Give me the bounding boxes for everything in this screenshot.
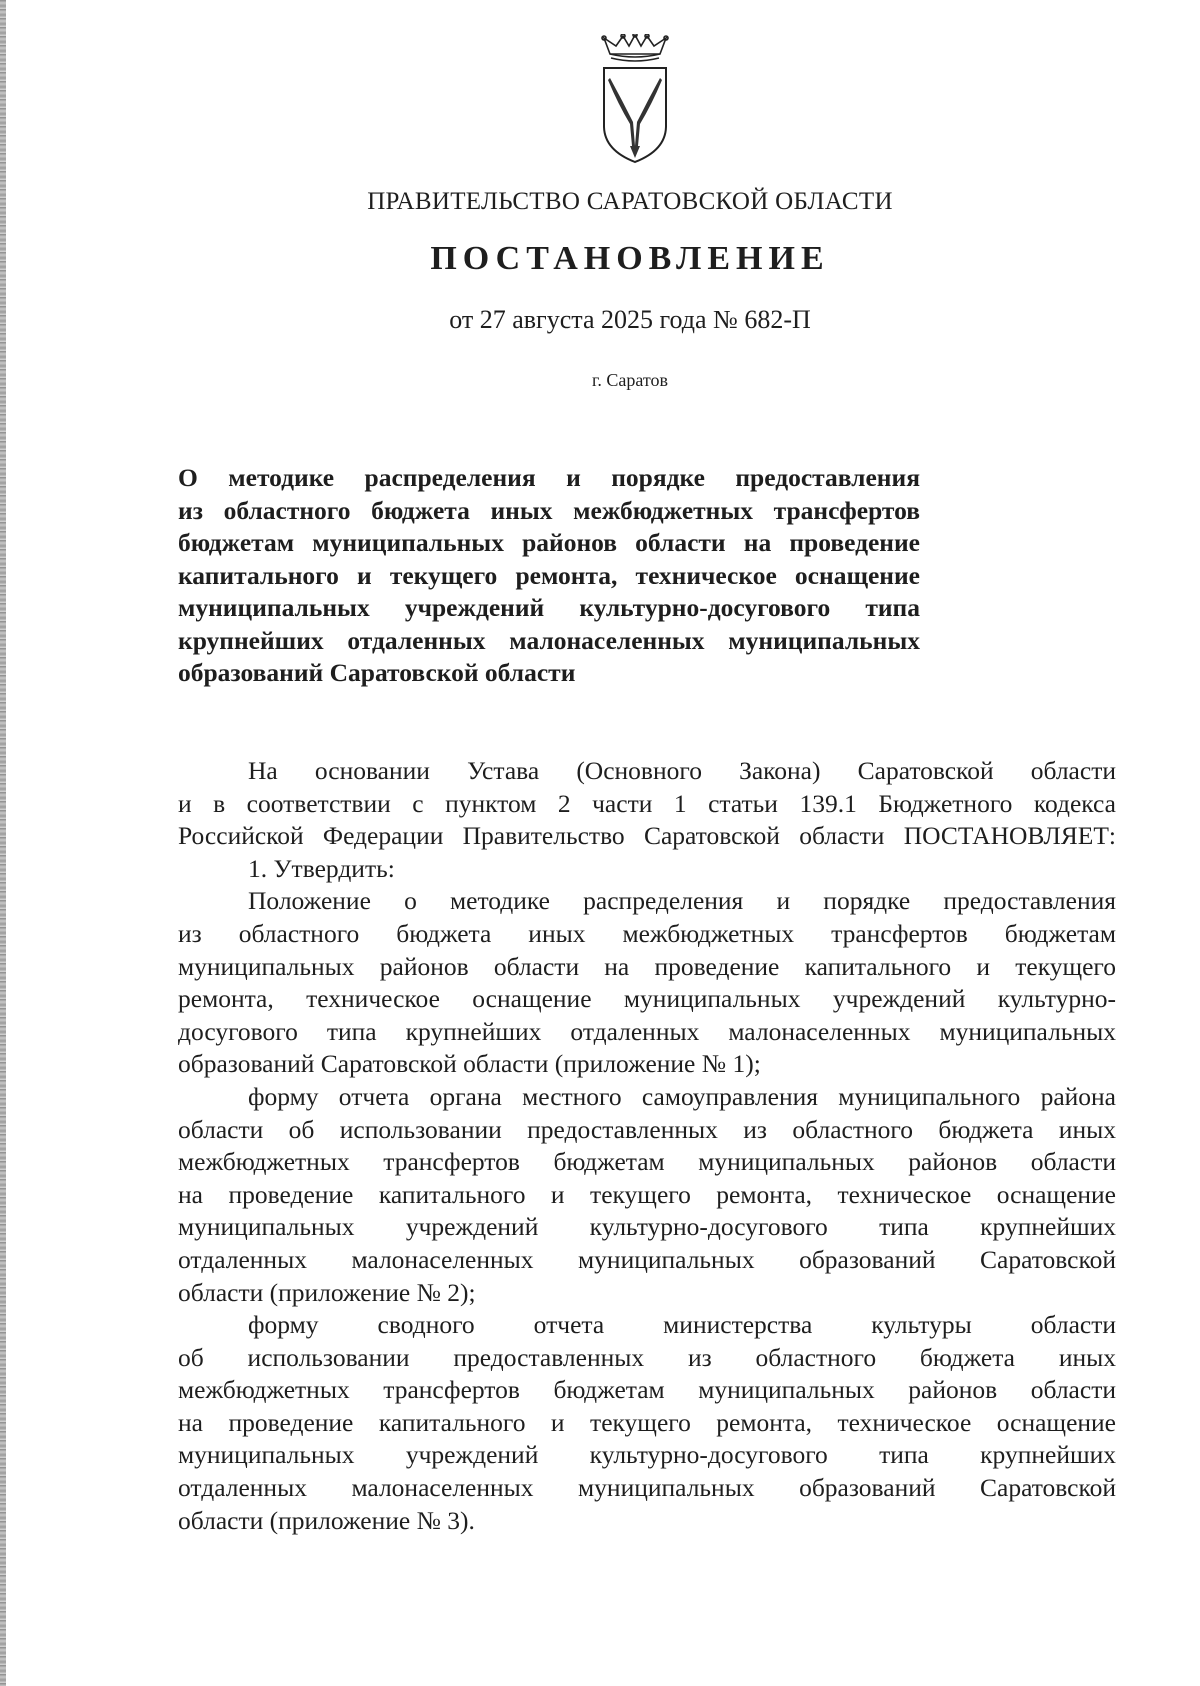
body-line: отдаленных малонаселенных муниципальных образований Саратовской bbox=[178, 1244, 1116, 1274]
document-city: г. Саратов bbox=[592, 370, 668, 390]
coat-of-arms-icon bbox=[596, 34, 674, 166]
title-line: из областного бюджета иных межбюджетных трансфертов bbox=[178, 495, 920, 525]
government-name: ПРАВИТЕЛЬСТВО САРАТОВСКОЙ ОБЛАСТИ bbox=[367, 188, 893, 215]
body-line: образований Саратовской области (приложение № 1); bbox=[178, 1049, 761, 1079]
body-line: на проведение капитального и текущего ремонта, техническое оснащение bbox=[178, 1407, 1116, 1437]
body-line: 1. Утвердить: bbox=[248, 853, 395, 883]
body-line: ремонта, техническое оснащение муниципальных учреждений культурно- bbox=[178, 984, 1116, 1014]
body-line: досугового типа крупнейших отдаленных малонаселенных муниципальных bbox=[178, 1016, 1116, 1046]
body-line: муниципальных учреждений культурно-досугового типа крупнейших bbox=[178, 1440, 1116, 1470]
body-line: Российской Федерации Правительство Саратовской области ПОСТАНОВЛЯЕТ: bbox=[178, 821, 1116, 851]
body-line: форму отчета органа местного самоуправления муниципального района bbox=[248, 1081, 1116, 1111]
document-type: ПОСТАНОВЛЕНИЕ bbox=[430, 240, 830, 277]
document-date-number: от 27 августа 2025 года № 682-П bbox=[449, 305, 811, 334]
title-line: образований Саратовской области bbox=[178, 658, 576, 687]
title-line: О методике распределения и порядке предоставления bbox=[178, 463, 920, 492]
document-title bbox=[178, 462, 920, 690]
body-line: форму сводного отчета министерства культуры области bbox=[248, 1310, 1116, 1340]
body-line: области об использовании предоставленных из областного бюджета иных bbox=[178, 1114, 1116, 1144]
body-line: отдаленных малонаселенных муниципальных образований Саратовской bbox=[178, 1473, 1116, 1503]
body-line: муниципальных учреждений культурно-досугового типа крупнейших bbox=[178, 1212, 1116, 1242]
body-line: Положение о методике распределения и порядке предоставления bbox=[248, 886, 1116, 916]
body-line: об использовании предоставленных из областного бюджета иных bbox=[178, 1342, 1116, 1372]
body-line: межбюджетных трансфертов бюджетам муниципальных районов области bbox=[178, 1147, 1116, 1177]
body-line: и в соответствии с пунктом 2 части 1 статьи 139.1 Бюджетного кодекса bbox=[178, 788, 1116, 818]
title-line: капитального и текущего ремонта, техническое оснащение bbox=[178, 560, 920, 590]
title-line: крупнейших отдаленных малонаселенных муниципальных bbox=[178, 625, 920, 655]
body-line: области (приложение № 3). bbox=[178, 1505, 475, 1535]
body-line: на проведение капитального и текущего ремонта, техническое оснащение bbox=[178, 1179, 1116, 1209]
body-line: межбюджетных трансфертов бюджетам муниципальных районов области bbox=[178, 1375, 1116, 1405]
body-line: муниципальных районов области на проведение капитального и текущего bbox=[178, 951, 1116, 981]
body-line: На основании Устава (Основного Закона) Саратовской области bbox=[248, 756, 1116, 785]
document-body bbox=[178, 755, 1116, 1537]
body-line: области (приложение № 2); bbox=[178, 1277, 476, 1307]
title-line: бюджетам муниципальных районов области на проведение bbox=[178, 528, 920, 557]
title-line: муниципальных учреждений культурно-досугового типа bbox=[178, 593, 920, 622]
body-line: из областного бюджета иных межбюджетных трансфертов бюджетам bbox=[178, 918, 1116, 948]
